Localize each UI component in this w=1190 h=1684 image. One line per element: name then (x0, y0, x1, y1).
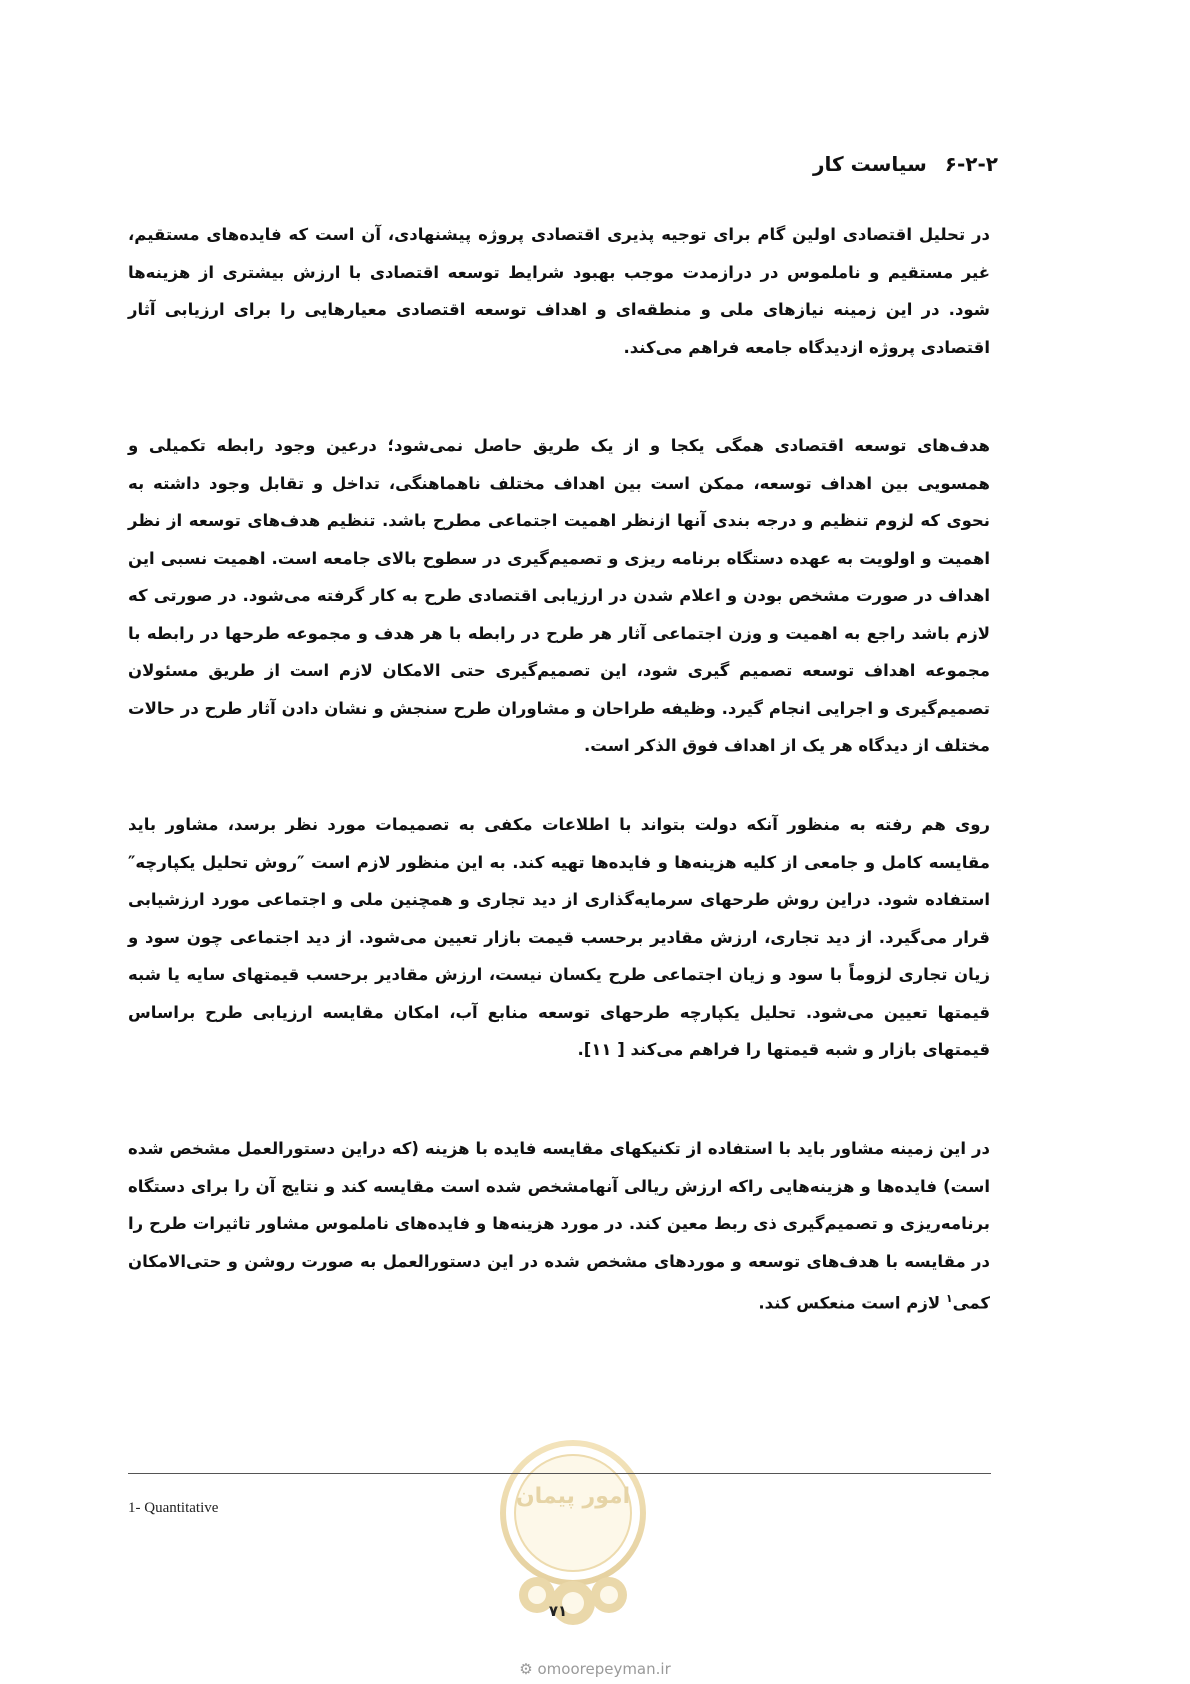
section-number: ۶-۲-۲ (944, 152, 998, 176)
footnote-divider (128, 1473, 991, 1474)
watermark-logo (492, 1435, 654, 1635)
watermark-url-text: omoorepeyman.ir (537, 1660, 671, 1678)
section-heading (813, 152, 998, 176)
footnote-text: 1- Quantitative (128, 1500, 219, 1516)
paragraph-3: روی هم رفته به منظور آنکه دولت بتواند با اطلاعات مکفی به تصمیمات مورد نظر برسد، مشاور باید مقایسه کامل و جامعی از کلیه هزینه‌ها و فایده‌ها تهیه کند. به این منظور لازم است ″روش تحلیل یکپارچه″ استفاده شود. دراین روش طرحهای سرمایه‌گذاری از دید تجاری و همچنین ملی و اجتماعی مورد ارزشیابی قرار می‌گیرد. از دید تجاری، ارزش مقادیر برحسب قیمت بازار تعیین می‌شود. از دید اجتماعی چون سود و زیان تجاری لزوماً با سود و زیان اجتماعی طرح یکسان نیست، ارزش مقادیر برحسب قیمتهای سایه یا شبه قیمتها تعیین می‌شود. تحلیل یکپارچه طرحهای توسعه منابع آب، امکان مقایسه ارزیابی طرح براساس قیمتهای بازار و شبه قیمتها را فراهم می‌کند [ ۱۱]. (128, 815, 990, 1059)
paragraph-4 (128, 1130, 990, 1322)
footnote-marker: ۱ (945, 1292, 953, 1305)
section-title: سیاست کار (812, 152, 927, 176)
paragraph-2: هدف‌های توسعه اقتصادی همگی یکجا و از یک طریق حاصل نمی‌شود؛ درعین وجود رابطه تکمیلی و همسویی بین اهداف توسعه، ممکن است بین اهداف مختلف ناهماهنگی، تداخل و تقابل وجود داشته به نحوی که لزوم تنظیم و درجه بندی آنها ازنظر اهمیت اجتماعی مطرح باشد. تنظیم هدف‌های توسعه از نظر اهمیت و اولویت به عهده دستگاه برنامه ریزی و تصمیم‌گیری در سطوح بالای جامعه است. اهمیت نسبی این اهداف در صورت مشخص بودن و اعلام شدن در ارزیابی اقتصادی طرح به کار گرفته می‌شود. در صورتی که لازم باشد راجع به اهمیت و وزن اجتماعی آثار هر طرح در رابطه با هر هدف و مجموعه طرحها در رابطه با مجموعه اهداف توسعه تصمیم گیری شود، این تصمیم‌گیری حتی الامکان لازم است از طریق مسئولان تصمیم‌گیری و اجرایی انجام گیرد. وظیفه طراحان و مشاوران طرح سنجش و نشان دادن آثار طرح در حالات مختلف از دیدگاه هر یک از اهداف فوق الذکر است. (128, 436, 990, 755)
watermark-url: ⚙ omoorepeyman.ir (519, 1660, 671, 1678)
page-number: ۷۱ (548, 1602, 568, 1620)
watermark-text: امور پیمان (515, 1484, 631, 1509)
paragraph-1: در تحلیل اقتصادی اولین گام برای توجیه پذیری اقتصادی پروژه پیشنهادی، آن است که فایده‌های مستقیم، غیر مستقیم و ناملموس در درازمدت موجب بهبود شرایط توسعه اقتصادی با ارزش بیشتری از هزینه‌ها شود. در این زمینه نیازهای ملی و منطقه‌ای و اهداف توسعه اقتصادی معیارهایی را برای ارزیابی آثار اقتصادی پروژه ازدیدگاه جامعه فراهم می‌کند. (128, 225, 990, 357)
paragraph-4-text: در این زمینه مشاور باید با استفاده از تکنیکهای مقایسه فایده با هزینه (که دراین دستورالعمل مشخص شده است) فایده‌ها و هزینه‌هایی راکه ارزش ریالی آنهامشخص شده است مقایسه کند و نتایج آن را برای دستگاه برنامه‌ریزی و تصمیم‌گیری ذی ربط معین کند. در مورد هزینه‌ها و فایده‌های ناملموس مشاور تاثیرات طرح را در مقایسه با هدف‌های توسعه و موردهای مشخص شده در این دستورالعمل به صورت روشن و حتی‌الامکان کمی (128, 1139, 990, 1313)
paragraph-4-tail: لازم است منعکس کند. (758, 1293, 946, 1313)
